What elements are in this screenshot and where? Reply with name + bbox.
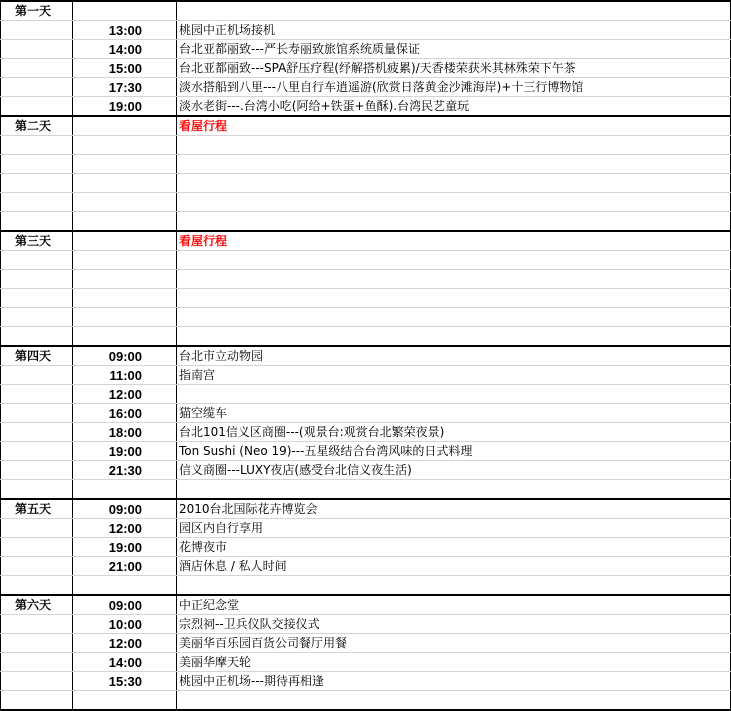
time-cell [73,193,177,212]
time-cell: 14:00 [73,653,177,672]
activity-cell: 美丽华摩天轮 [177,653,731,672]
activity-cell [177,289,731,308]
activity-cell: 园区内自行享用 [177,519,731,538]
table-row [1,519,731,538]
time-cell: 16:00 [73,404,177,423]
table-row [1,499,731,519]
day-cell [1,308,73,327]
day-cell [1,327,73,347]
table-row [1,653,731,672]
day-cell [1,538,73,557]
activity-cell: 桃园中正机场接机 [177,21,731,40]
day-label: 第二天 [1,116,73,136]
highlight-activity-cell: 看屋行程 [177,231,731,251]
day-label: 第六天 [1,595,73,615]
table-row [1,116,731,136]
activity-cell [177,270,731,289]
day-cell [1,251,73,270]
day-cell [1,691,73,711]
day-cell [1,366,73,385]
time-cell: 19:00 [73,97,177,117]
day-cell [1,40,73,59]
activity-cell [177,480,731,500]
table-row [1,576,731,596]
highlight-activity-cell: 看屋行程 [177,116,731,136]
day-cell [1,461,73,480]
table-row [1,251,731,270]
activity-cell: 桃园中正机场---期待再相逢 [177,672,731,691]
activity-cell: 台北市立动物园 [177,346,731,366]
table-row [1,404,731,423]
time-cell: 13:00 [73,21,177,40]
activity-cell: 猫空缆车 [177,404,731,423]
activity-cell: 台北亚都丽致---SPA舒压疗程(纾解搭机疲累)/天香楼荣获米其林殊荣下午茶 [177,59,731,78]
time-cell [73,270,177,289]
time-cell [73,251,177,270]
table-row [1,595,731,615]
table-row [1,423,731,442]
table-row [1,1,731,21]
day-cell [1,634,73,653]
activity-cell: 美丽华百乐园百货公司餐厅用餐 [177,634,731,653]
table-row [1,480,731,500]
time-cell: 09:00 [73,346,177,366]
table-row [1,212,731,232]
activity-cell [177,1,731,21]
table-row [1,155,731,174]
day-cell [1,442,73,461]
time-cell: 15:30 [73,672,177,691]
table-row [1,231,731,251]
day-label: 第一天 [1,1,73,21]
day-label: 第三天 [1,231,73,251]
day-cell [1,270,73,289]
day-cell [1,576,73,596]
activity-cell: Ton Sushi (Neo 19)---五星级结合台湾风味的日式料理 [177,442,731,461]
day-cell [1,423,73,442]
table-row [1,174,731,193]
table-row [1,691,731,711]
table-row [1,615,731,634]
time-cell: 18:00 [73,423,177,442]
activity-cell: 台北亚都丽致---严长寿丽致旅馆系统质量保证 [177,40,731,59]
table-row [1,672,731,691]
table-row [1,308,731,327]
table-row [1,634,731,653]
day-cell [1,289,73,308]
time-cell: 21:30 [73,461,177,480]
table-row [1,78,731,97]
day-cell [1,212,73,232]
day-cell [1,21,73,40]
activity-cell [177,385,731,404]
time-cell [73,174,177,193]
activity-cell [177,251,731,270]
activity-cell: 宗烈祠--卫兵仪队交接仪式 [177,615,731,634]
day-cell [1,155,73,174]
activity-cell [177,691,731,711]
day-cell [1,480,73,500]
time-cell [73,691,177,711]
day-cell [1,404,73,423]
time-cell: 19:00 [73,538,177,557]
time-cell: 09:00 [73,499,177,519]
time-cell: 14:00 [73,40,177,59]
time-cell: 10:00 [73,615,177,634]
table-row [1,327,731,347]
time-cell: 19:00 [73,442,177,461]
time-cell [73,136,177,155]
table-row [1,461,731,480]
activity-cell [177,174,731,193]
table-row [1,538,731,557]
time-cell [73,289,177,308]
activity-cell: 酒店休息 / 私人时间 [177,557,731,576]
time-cell [73,116,177,136]
day-cell [1,78,73,97]
time-cell: 11:00 [73,366,177,385]
day-cell [1,193,73,212]
table-row [1,346,731,366]
table-row [1,136,731,155]
activity-cell: 信义商圈---LUXY夜店(感受台北信义夜生活) [177,461,731,480]
activity-cell [177,193,731,212]
time-cell [73,155,177,174]
time-cell: 12:00 [73,634,177,653]
table-row [1,442,731,461]
activity-cell: 淡水搭船到八里---八里自行车逍遥游(欣赏日落黄金沙滩海岸)+十三行博物馆 [177,78,731,97]
day-cell [1,97,73,117]
time-cell [73,231,177,251]
activity-cell: 指南宫 [177,366,731,385]
activity-cell [177,327,731,347]
activity-cell: 淡水老街---.台湾小吃(阿给+铁蛋+鱼酥).台湾民艺童玩 [177,97,731,117]
activity-cell: 2010台北国际花卉博览会 [177,499,731,519]
activity-cell [177,576,731,596]
table-row [1,193,731,212]
table-row [1,385,731,404]
day-cell [1,385,73,404]
activity-cell: 台北101信义区商圈---(观景台:观赏台北繁荣夜景) [177,423,731,442]
time-cell [73,327,177,347]
day-cell [1,174,73,193]
time-cell: 21:00 [73,557,177,576]
time-cell [73,1,177,21]
time-cell: 09:00 [73,595,177,615]
day-cell [1,136,73,155]
table-row [1,40,731,59]
activity-cell [177,308,731,327]
day-cell [1,59,73,78]
day-cell [1,557,73,576]
activity-cell [177,212,731,232]
activity-cell [177,155,731,174]
day-cell [1,615,73,634]
day-label: 第四天 [1,346,73,366]
table-row [1,557,731,576]
table-row [1,21,731,40]
time-cell [73,480,177,500]
table-row [1,59,731,78]
activity-cell: 花博夜市 [177,538,731,557]
time-cell [73,308,177,327]
table-row [1,366,731,385]
time-cell: 15:00 [73,59,177,78]
day-label: 第五天 [1,499,73,519]
time-cell: 12:00 [73,385,177,404]
time-cell: 17:30 [73,78,177,97]
activity-cell [177,136,731,155]
day-cell [1,653,73,672]
table-row [1,270,731,289]
table-row [1,97,731,117]
table-row [1,289,731,308]
time-cell: 12:00 [73,519,177,538]
time-cell [73,212,177,232]
time-cell [73,576,177,596]
itinerary-body [1,1,731,710]
activity-cell: 中正纪念堂 [177,595,731,615]
day-cell [1,519,73,538]
day-cell [1,672,73,691]
